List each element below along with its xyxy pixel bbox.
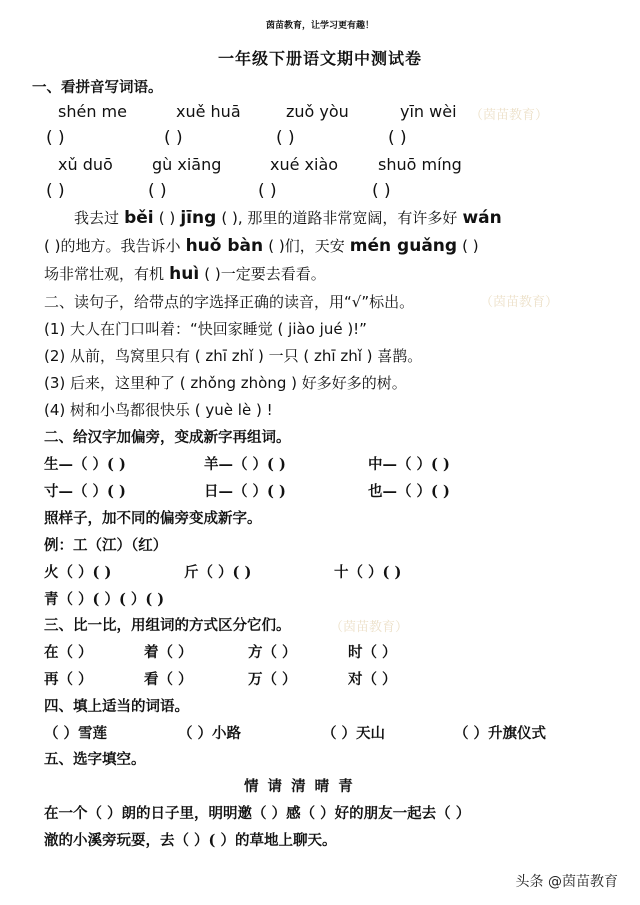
sentence-item: (2) 从前，鸟窝里只有 ( zhī zhǐ ) 一只 ( zhī zhǐ ) 喜鹊。 [44, 347, 423, 365]
fill-sentence-line-2: 澈的小溪旁玩耍，去（ ）( ）的草地上聊天。 [44, 832, 337, 849]
subheading: 照样子，加不同的偏旁变成新字。 [44, 510, 262, 527]
pinyin-6: gù xiāng [152, 155, 222, 174]
answer-blank[interactable]: ( ) [372, 181, 391, 201]
radical-item: 斤（ ）( ) [184, 564, 252, 581]
sentence-item: (3) 后来，这里种了 ( zhǒng zhòng ) 好多好多的树。 [44, 374, 407, 392]
radical-item: 中—（ ）( ) [368, 456, 450, 473]
answer-blank[interactable]: ( ) [46, 181, 65, 201]
answer-blank[interactable]: ( ) [148, 181, 167, 201]
example: 例：工（江）（红） [44, 537, 168, 554]
radical-item: 生—（ ）( ) [44, 456, 126, 473]
paragraph-line-2: ( )的地方。我告诉小 huǒ bàn ( )们，天安 mén guǎng ( ) [44, 236, 479, 256]
section-2-heading: 二、读句子，给带点的字选择正确的读音，用“√”标出。 [44, 293, 415, 311]
radical-item: 火（ ）( ) [44, 564, 112, 581]
compare-item: 方（ ） [248, 644, 297, 661]
compare-item: 再（ ） [44, 671, 93, 688]
source-watermark: 头条 @茵苗教育 [515, 874, 618, 890]
section-3-heading: 二、给汉字加偏旁，变成新字再组词。 [44, 429, 291, 446]
pinyin-4: yīn wèi [400, 102, 457, 121]
answer-blank[interactable]: ( ) [46, 128, 65, 148]
section-4-heading: 三、比一比，用组词的方式区分它们。 [44, 617, 291, 634]
watermark: （茵苗教育） [330, 620, 409, 635]
page-title: 一年级下册语文期中测试卷 [217, 49, 422, 68]
pinyin-8: shuō míng [378, 155, 462, 174]
fill-item: （ ）天山 [322, 725, 386, 742]
pinyin-3: zuǒ yòu [286, 102, 349, 121]
paragraph-line-1: 我去过 běi ( ) jīng ( ), 那里的道路非常宽阔，有许多好 wán [74, 208, 502, 228]
section-6-heading: 五、选字填空。 [44, 751, 146, 768]
sentence-item: (4) 树和小鸟都很快乐 ( yuè lè ) ! [44, 401, 273, 419]
radical-item: 也—（ ）( ) [368, 483, 450, 500]
radical-item: 十（ ）( ) [334, 564, 402, 581]
compare-item: 时（ ） [348, 644, 397, 661]
section-1-heading: 一、看拼音写词语。 [32, 79, 163, 96]
pinyin-2: xuě huā [176, 102, 241, 121]
answer-blank[interactable]: ( ) [276, 128, 295, 148]
header-slogan: 茵苗教育，让学习更有趣！ [265, 21, 374, 31]
sentence-item: (1) 大人在门口叫着：“快回家睡觉 ( jiào jué )!” [44, 320, 367, 338]
compare-item: 看（ ） [144, 671, 193, 688]
compare-item: 万（ ） [248, 671, 297, 688]
paragraph-line-3: 场非常壮观，有机 huì ( )一定要去看看。 [44, 264, 326, 284]
compare-item: 着（ ） [144, 644, 193, 661]
fill-item: （ ）小路 [178, 725, 242, 742]
radical-item: 青（ ）( ）( ）( ) [44, 591, 165, 608]
watermark: （茵苗教育） [470, 108, 549, 123]
answer-blank[interactable]: ( ) [388, 128, 407, 148]
radical-item: 日—（ ）( ) [204, 483, 286, 500]
answer-blank[interactable]: ( ) [258, 181, 277, 201]
fill-item: （ ）雪莲 [44, 725, 108, 742]
fill-sentence-line-1: 在一个（ ）朗的日子里，明明邀（ ）感（ ）好的朋友一起去（ ） [44, 805, 471, 822]
choice-characters: 情 请 清 晴 青 [244, 778, 355, 795]
fill-item: （ ）升旗仪式 [454, 725, 547, 742]
radical-item: 羊—（ ）( ) [204, 456, 286, 473]
radical-item: 寸—（ ）( ) [44, 483, 126, 500]
pinyin-5: xǔ duō [58, 155, 113, 174]
watermark: （茵苗教育） [480, 295, 559, 310]
pinyin-7: xué xiào [270, 155, 339, 174]
answer-blank[interactable]: ( ) [164, 128, 183, 148]
section-5-heading: 四、填上适当的词语。 [44, 698, 189, 715]
pinyin-1: shén me [58, 102, 127, 121]
compare-item: 对（ ） [348, 671, 397, 688]
compare-item: 在（ ） [44, 644, 93, 661]
